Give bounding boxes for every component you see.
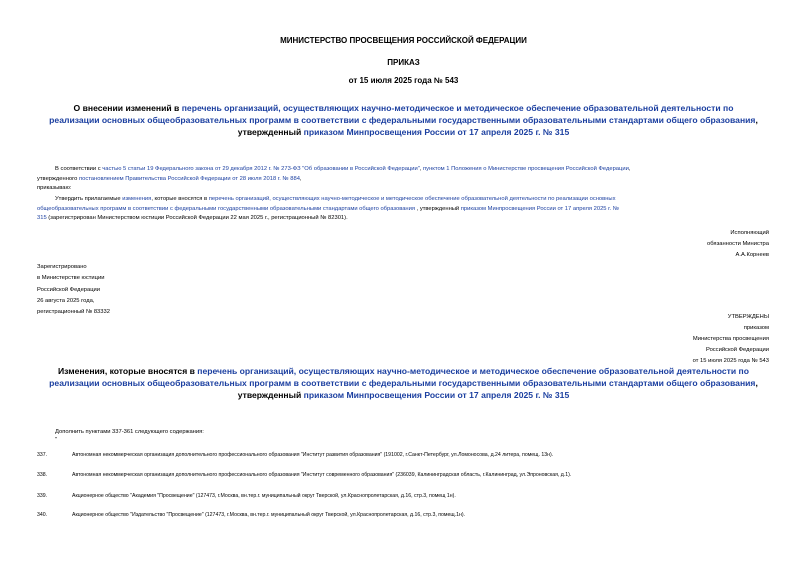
- title-link-order[interactable]: приказом Минпросвещения России от 17 апреля 2025 г. № 315: [303, 127, 570, 137]
- approved-line: от 15 июля 2025 года № 543: [692, 358, 769, 364]
- preamble-sep: ,: [419, 166, 424, 172]
- doc-date-number: от 15 июля 2025 года № 543: [348, 76, 459, 85]
- list-link-cont[interactable]: общеобразовательных программ в соответствии с федеральными государственными образовательными стандартами общего образования: [37, 205, 416, 212]
- registration-line: 26 августа 2025 года,: [37, 297, 95, 304]
- item-number: 339.: [37, 493, 48, 499]
- list-item: Автономная некоммерческая организация дополнительного профессионального образования "Институт развития образования" (191002, г.Санкт-Петербург, ул.Ломоносова, д.24 литера, помещ. 13н).: [72, 452, 554, 458]
- quote-mark: ": [55, 437, 58, 443]
- order-link[interactable]: приказом Минпросвещения России от 17 апреля 2025 г. №: [460, 205, 619, 212]
- signature-line: Исполняющий: [730, 230, 769, 236]
- title-link-list[interactable]: перечень организаций, осуществляющих научно-методическое и методическое обеспечение образовательной деятельности по: [181, 103, 734, 113]
- approved-line: приказом: [743, 325, 769, 331]
- item-number: 340.: [37, 512, 48, 518]
- approved-line: Российской Федерации: [705, 347, 769, 353]
- registration-note: (зарегистрирован Министерством юстиции Российской Федерации 22 мая 2025 г., регистрационный № 82301).: [46, 215, 348, 221]
- preamble-comma: ,: [628, 166, 631, 172]
- law-link[interactable]: частью 5 статьи 19 Федерального закона от 29 декабря 2012 г. № 273-ФЗ "Об образовании в Российской Федерации": [102, 166, 420, 172]
- approve-text: Утвердить прилагаемые: [55, 196, 123, 202]
- resolution-link[interactable]: постановлением Правительства Российской Федерации от 28 июля 2018 г. № 884: [78, 175, 300, 182]
- supplement-text: Дополнить пунктами 337-361 следующего содержания:: [55, 429, 204, 435]
- preamble-text: В соответствии с: [55, 166, 103, 172]
- title-comma: ,: [755, 115, 758, 125]
- list-item: Автономная некоммерческая организация дополнительного профессионального образования "Институт современного образования" (236039, Калининградская область, г.Калининград, ул.Эпроновская, д.1).: [72, 472, 572, 478]
- title-text: О внесении изменений в: [73, 103, 182, 113]
- registration-block: [37, 262, 110, 318]
- order-link-cont[interactable]: 315: [37, 215, 47, 221]
- registration-line: Зарегистрировано: [37, 264, 87, 270]
- changes-title: [30, 365, 777, 401]
- approve-paragraph: [37, 195, 775, 224]
- item-number: 338.: [37, 472, 48, 478]
- signature-line: обязанности Министра: [707, 241, 769, 247]
- order-word: приказываю:: [37, 185, 72, 191]
- title-approved-text: утвержденный: [237, 127, 304, 137]
- approved-line: Министерства просвещения: [692, 336, 769, 342]
- registration-line: в Министерстве юстиции: [37, 275, 105, 282]
- changes-title-link[interactable]: перечень организаций, осуществляющих научно-методическое и методическое обеспечение образовательной деятельности по: [197, 366, 749, 376]
- doc-type: ПРИКАЗ: [387, 58, 420, 67]
- ministry-header: МИНИСТЕРСТВО ПРОСВЕЩЕНИЯ РОССИЙСКОЙ ФЕДЕРАЦИИ: [280, 36, 527, 45]
- item-number: 337.: [37, 452, 48, 458]
- approve-text-2: , которые вносятся в: [151, 196, 209, 202]
- changes-title-comma: ,: [755, 378, 758, 388]
- approved-block: [693, 312, 769, 367]
- list-item: Акционерное общество "Академия "Просвещение" (127473, г.Москва, вн.тер.г. муниципальный округ Тверской, ул.Краснопролетарская, д.16, стр.3, помещ 1н).: [72, 493, 456, 499]
- registration-line: регистрационный № 83332: [37, 309, 110, 316]
- regulation-link[interactable]: пунктом 1 Положения о Министерстве просвещения Российской Федерации: [423, 166, 629, 172]
- registration-line: Российской Федерации: [37, 286, 101, 293]
- changes-link[interactable]: изменения: [122, 196, 152, 202]
- title-link-list-cont[interactable]: реализации основных общеобразовательных программ в соответствии с федеральными государственными образовательными стандартами общего образования: [49, 115, 756, 125]
- changes-title-link-cont[interactable]: реализации основных общеобразовательных программ в соответствии с федеральными государственными образовательными стандартами общего образования: [49, 378, 756, 388]
- list-link[interactable]: перечень организаций, осуществляющих научно-методическое и методическое обеспечение образовательной деятельности по реализации основных: [208, 196, 616, 202]
- approve-text-3: , утвержденный: [415, 205, 461, 212]
- changes-title-text: Изменения, которые вносятся в: [57, 366, 198, 376]
- preamble: [37, 165, 775, 194]
- page-title: [30, 102, 777, 138]
- signature-name: А.А.Корнеев: [735, 252, 769, 258]
- preamble-comma-2: ,: [299, 175, 302, 182]
- preamble-approved-text: утвержденного: [37, 175, 79, 182]
- list-item: Акционерное общество "Издательство "Просвещение" (127473, г.Москва, вн.тер.г. муниципальный округ Тверской, ул.Краснопролетарская, д.16, стр.3, помещ.1н).: [72, 512, 466, 518]
- changes-title-approved: утвержденный: [237, 390, 304, 400]
- changes-title-order-link[interactable]: приказом Минпросвещения России от 17 апреля 2025 г. № 315: [303, 390, 570, 400]
- signature-block: [707, 228, 769, 261]
- approved-line: УТВЕРЖДЕНЫ: [727, 314, 769, 320]
